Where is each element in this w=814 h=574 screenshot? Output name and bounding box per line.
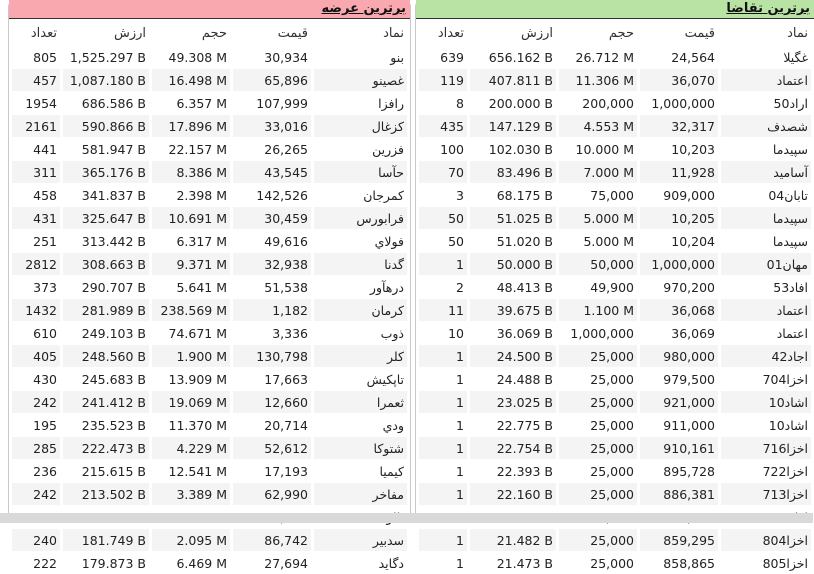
cell-volume: 4.229 M [152,436,230,459]
cell-volume: 4.553 M [559,114,637,137]
cell-volume: 5.000 M [559,229,637,252]
table-row[interactable] [419,413,811,436]
cell-price: 886,381 [640,482,718,505]
table-row[interactable] [419,137,811,160]
cell-volume: 6.357 M [152,91,230,114]
table-row[interactable] [419,229,811,252]
cell-symbol[interactable]: غصینو [314,68,407,91]
cell-count: 240 [12,528,60,551]
cell-volume: 1.900 M [152,344,230,367]
cell-count: 2 [419,275,467,298]
cell-count: 373 [12,275,60,298]
cell-value: 48.413 B [470,275,556,298]
cell-symbol[interactable]: اخزا704 [721,367,811,390]
cell-price: 32,317 [640,114,718,137]
table-row[interactable] [419,344,811,367]
cell-value: 213.502 B [63,482,149,505]
cell-symbol[interactable]: رافزا [314,91,407,114]
cell-value: 590.866 B [63,114,149,137]
table-row[interactable] [419,206,811,229]
cell-symbol[interactable]: ودي [314,413,407,436]
cell-count: 1 [419,367,467,390]
cell-volume: 26.712 M [559,45,637,68]
cell-value: 23.025 B [470,390,556,413]
cell-price: 52,612 [233,436,311,459]
cell-volume: 13.909 M [152,367,230,390]
cell-count: 195 [12,413,60,436]
cell-price: 10,205 [640,206,718,229]
cell-value: 341.837 B [63,183,149,206]
column-header-price[interactable]: قیمت [277,25,308,41]
cell-volume: 9.371 M [152,252,230,275]
cell-symbol[interactable]: کیمیا [314,459,407,482]
column-header-volume[interactable]: حجم [201,25,227,41]
cell-volume: 2.398 M [152,183,230,206]
cell-symbol[interactable]: اخزا722 [721,459,811,482]
cell-value: 24.500 B [470,344,556,367]
table-header-row [12,21,407,45]
cell-symbol[interactable]: فولاي [314,229,407,252]
top-supply-header [9,0,410,19]
cell-symbol[interactable]: اشاد10 [721,413,811,436]
cell-value: 249.103 B [63,321,149,344]
cell-volume: 5.000 M [559,206,637,229]
cell-count: 2161 [12,114,60,137]
cell-value: 281.989 B [63,298,149,321]
table-row[interactable] [12,68,407,91]
cell-count: 430 [12,367,60,390]
table-row[interactable] [419,45,811,68]
cell-value: 51.025 B [470,206,556,229]
table-row[interactable] [419,298,811,321]
table-row[interactable] [12,275,407,298]
table-row[interactable] [419,367,811,390]
cell-volume: 11.306 M [559,68,637,91]
cell-price: 36,070 [640,68,718,91]
cell-symbol[interactable]: بنو [314,45,407,68]
cell-price: 12,660 [233,390,311,413]
cell-value: 241.412 B [63,390,149,413]
horizontal-scrollbar[interactable] [0,513,813,523]
cell-value: 365.176 B [63,160,149,183]
cell-price: 909,000 [640,183,718,206]
table-row[interactable] [12,390,407,413]
cell-symbol[interactable]: کرمان [314,298,407,321]
cell-volume: 7.000 M [559,160,637,183]
cell-symbol[interactable]: غگیلا [721,45,811,68]
table-row[interactable] [419,551,811,574]
cell-symbol[interactable]: اعتماد [721,321,811,344]
table-row[interactable] [12,459,407,482]
column-header-symbol[interactable]: نماد [383,25,404,41]
cell-count: 435 [419,114,467,137]
cell-value: 248.560 B [63,344,149,367]
cell-count: 639 [419,45,467,68]
cell-symbol[interactable]: سپیدما [721,206,811,229]
cell-price: 65,896 [233,68,311,91]
cell-symbol[interactable]: اعتماد [721,298,811,321]
cell-count: 119 [419,68,467,91]
cell-value: 308.663 B [63,252,149,275]
cell-value: 22.393 B [470,459,556,482]
cell-symbol[interactable]: ثعمرا [314,390,407,413]
cell-price: 26,265 [233,137,311,160]
cell-price: 36,068 [640,298,718,321]
cell-volume: 49.308 M [152,45,230,68]
table-row[interactable] [419,114,811,137]
cell-volume: 25,000 [559,482,637,505]
table-row[interactable] [419,390,811,413]
cell-volume: 12.541 M [152,459,230,482]
cell-price: 10,204 [640,229,718,252]
top-supply-title: برترین عرضه [321,1,406,16]
cell-value: 245.683 B [63,367,149,390]
table-row[interactable] [12,183,407,206]
table-row[interactable] [12,160,407,183]
cell-value: 290.707 B [63,275,149,298]
cell-symbol[interactable]: گدنا [314,252,407,275]
cell-count: 805 [12,45,60,68]
cell-price: 911,000 [640,413,718,436]
table-row[interactable] [12,45,407,68]
cell-price: 895,728 [640,459,718,482]
cell-price: 43,545 [233,160,311,183]
top-supply-rows [12,45,407,574]
column-header-count[interactable]: تعداد [437,25,464,41]
cell-count: 70 [419,160,467,183]
cell-price: 859,295 [640,528,718,551]
cell-price: 142,526 [233,183,311,206]
table-row[interactable] [12,91,407,114]
cell-volume: 19.069 M [152,390,230,413]
table-row[interactable] [12,206,407,229]
cell-volume: 2.095 M [152,528,230,551]
cell-count: 50 [419,206,467,229]
cell-value: 68.175 B [470,183,556,206]
cell-count: 458 [12,183,60,206]
cell-price: 1,000,000 [640,91,718,114]
column-header-volume[interactable]: حجم [608,25,634,41]
cell-count: 610 [12,321,60,344]
cell-symbol[interactable]: کزغال [314,114,407,137]
cell-value: 581.947 B [63,137,149,160]
cell-volume: 25,000 [559,344,637,367]
column-header-symbol[interactable]: نماد [787,25,808,41]
cell-symbol[interactable]: فزرین [314,137,407,160]
cell-symbol[interactable]: اجاد42 [721,344,811,367]
cell-price: 30,934 [233,45,311,68]
table-row[interactable] [12,114,407,137]
cell-value: 21.482 B [470,528,556,551]
cell-volume: 6.317 M [152,229,230,252]
cell-symbol[interactable]: اخزا716 [721,436,811,459]
cell-value: 1,087.180 B [63,68,149,91]
cell-price: 11,928 [640,160,718,183]
cell-symbol[interactable]: فرابورس [314,206,407,229]
cell-count: 8 [419,91,467,114]
cell-count: 251 [12,229,60,252]
cell-count: 1 [419,344,467,367]
cell-symbol[interactable]: سپیدما [721,137,811,160]
cell-price: 910,161 [640,436,718,459]
cell-value: 24.488 B [470,367,556,390]
cell-count: 100 [419,137,467,160]
cell-value: 21.473 B [470,551,556,574]
cell-symbol[interactable]: حآسا [314,160,407,183]
table-row[interactable] [419,436,811,459]
cell-price: 36,069 [640,321,718,344]
cell-symbol[interactable]: درهآور [314,275,407,298]
top-demand-title: برترین تقاضا [726,1,810,16]
cell-volume: 25,000 [559,413,637,436]
table-row[interactable] [419,68,811,91]
cell-symbol[interactable]: اخزا804 [721,528,811,551]
cell-value: 51.020 B [470,229,556,252]
top-demand-rows [419,45,811,574]
table-row[interactable] [12,344,407,367]
cell-price: 858,865 [640,551,718,574]
cell-symbol[interactable]: تاپکیش [314,367,407,390]
cell-price: 130,798 [233,344,311,367]
cell-value: 656.162 B [470,45,556,68]
cell-price: 51,538 [233,275,311,298]
cell-volume: 25,000 [559,390,637,413]
column-header-value[interactable]: ارزش [520,25,553,41]
cell-value: 407.811 B [470,68,556,91]
table-row[interactable] [419,321,811,344]
table-row[interactable] [12,528,407,551]
cell-volume: 10.691 M [152,206,230,229]
cell-volume: 25,000 [559,528,637,551]
cell-count: 431 [12,206,60,229]
table-row[interactable] [12,321,407,344]
cell-volume: 200,000 [559,91,637,114]
cell-count: 10 [419,321,467,344]
top-demand-header [416,0,814,19]
cell-value: 215.615 B [63,459,149,482]
cell-count: 311 [12,160,60,183]
cell-volume: 22.157 M [152,137,230,160]
cell-volume: 8.386 M [152,160,230,183]
cell-volume: 50,000 [559,252,637,275]
cell-price: 27,694 [233,551,311,574]
cell-symbol[interactable]: اخزا713 [721,482,811,505]
table-row[interactable] [419,482,811,505]
cell-volume: 25,000 [559,459,637,482]
cell-value: 325.647 B [63,206,149,229]
cell-price: 979,500 [640,367,718,390]
cell-symbol[interactable]: افاد53 [721,275,811,298]
cell-count: 1 [419,436,467,459]
table-row[interactable] [12,551,407,574]
top-supply-panel [8,0,411,571]
cell-price: 49,616 [233,229,311,252]
cell-volume: 238.569 M [152,298,230,321]
cell-count: 50 [419,229,467,252]
cell-volume: 49,900 [559,275,637,298]
table-row[interactable] [12,229,407,252]
cell-price: 62,990 [233,482,311,505]
cell-value: 36.069 B [470,321,556,344]
cell-volume: 3.389 M [152,482,230,505]
cell-count: 405 [12,344,60,367]
cell-value: 22.775 B [470,413,556,436]
table-row[interactable] [12,367,407,390]
cell-symbol[interactable]: شتوکا [314,436,407,459]
top-demand-panel [415,0,814,571]
cell-price: 3,336 [233,321,311,344]
cell-value: 22.160 B [470,482,556,505]
cell-value: 83.496 B [470,160,556,183]
cell-price: 107,999 [233,91,311,114]
cell-volume: 11.370 M [152,413,230,436]
column-header-count[interactable]: تعداد [30,25,57,41]
cell-count: 285 [12,436,60,459]
cell-count: 1 [419,528,467,551]
table-row[interactable] [419,91,811,114]
cell-symbol[interactable]: دگاید [314,551,407,574]
table-row[interactable] [419,528,811,551]
cell-price: 970,200 [640,275,718,298]
cell-value: 313.442 B [63,229,149,252]
cell-count: 457 [12,68,60,91]
cell-value: 147.129 B [470,114,556,137]
cell-volume: 25,000 [559,551,637,574]
cell-price: 921,000 [640,390,718,413]
cell-symbol[interactable]: شصدف [721,114,811,137]
cell-volume: 1,000,000 [559,321,637,344]
cell-symbol[interactable]: مهان01 [721,252,811,275]
table-row[interactable] [12,436,407,459]
cell-count: 1 [419,459,467,482]
cell-symbol[interactable]: مفاخر [314,482,407,505]
cell-volume: 5.641 M [152,275,230,298]
cell-symbol[interactable]: کمرجان [314,183,407,206]
cell-price: 30,459 [233,206,311,229]
cell-price: 32,938 [233,252,311,275]
cell-price: 17,193 [233,459,311,482]
table-row[interactable] [419,252,811,275]
table-row[interactable] [419,160,811,183]
column-header-value[interactable]: ارزش [113,25,146,41]
cell-symbol[interactable]: آسامید [721,160,811,183]
cell-symbol[interactable]: اشاد10 [721,390,811,413]
cell-price: 24,564 [640,45,718,68]
cell-price: 10,203 [640,137,718,160]
cell-value: 102.030 B [470,137,556,160]
table-row[interactable] [12,413,407,436]
cell-count: 236 [12,459,60,482]
cell-count: 11 [419,298,467,321]
cell-count: 1 [419,413,467,436]
table-row[interactable] [419,275,811,298]
table-header-row [419,21,811,45]
cell-value: 39.675 B [470,298,556,321]
cell-count: 242 [12,390,60,413]
top-demand-table [416,21,814,574]
cell-symbol[interactable]: کلر [314,344,407,367]
cell-value: 200.000 B [470,91,556,114]
cell-volume: 74.671 M [152,321,230,344]
table-row[interactable] [419,183,811,206]
table-row[interactable] [419,459,811,482]
cell-symbol[interactable]: ذوب [314,321,407,344]
cell-count: 3 [419,183,467,206]
cell-value: 50.000 B [470,252,556,275]
cell-price: 86,742 [233,528,311,551]
cell-price: 20,714 [233,413,311,436]
cell-value: 181.749 B [63,528,149,551]
cell-symbol[interactable]: سپیدما [721,229,811,252]
cell-symbol[interactable]: اعتماد [721,68,811,91]
cell-count: 222 [12,551,60,574]
cell-price: 1,182 [233,298,311,321]
cell-count: 1 [419,252,467,275]
cell-symbol[interactable]: سدبیر [314,528,407,551]
cell-volume: 75,000 [559,183,637,206]
cell-value: 686.586 B [63,91,149,114]
cell-value: 22.754 B [470,436,556,459]
column-header-price[interactable]: قیمت [684,25,715,41]
cell-symbol[interactable]: اراد50 [721,91,811,114]
cell-value: 179.873 B [63,551,149,574]
cell-volume: 10.000 M [559,137,637,160]
cell-count: 441 [12,137,60,160]
top-supply-table [9,21,410,574]
cell-value: 1,525.297 B [63,45,149,68]
cell-count: 1 [419,482,467,505]
cell-count: 1954 [12,91,60,114]
cell-volume: 17.896 M [152,114,230,137]
cell-volume: 1.100 M [559,298,637,321]
cell-value: 222.473 B [63,436,149,459]
cell-volume: 6.469 M [152,551,230,574]
table-row[interactable] [12,252,407,275]
cell-price: 33,016 [233,114,311,137]
cell-price: 980,000 [640,344,718,367]
cell-count: 1 [419,390,467,413]
cell-count: 2812 [12,252,60,275]
table-row[interactable] [12,137,407,160]
cell-count: 1432 [12,298,60,321]
cell-value: 235.523 B [63,413,149,436]
cell-volume: 16.498 M [152,68,230,91]
cell-volume: 25,000 [559,367,637,390]
cell-volume: 25,000 [559,436,637,459]
table-row[interactable] [12,482,407,505]
cell-price: 17,663 [233,367,311,390]
cell-symbol[interactable]: تابان04 [721,183,811,206]
cell-price: 1,000,000 [640,252,718,275]
cell-count: 1 [419,551,467,574]
cell-symbol[interactable]: اخزا805 [721,551,811,574]
cell-count: 242 [12,482,60,505]
table-row[interactable] [12,298,407,321]
